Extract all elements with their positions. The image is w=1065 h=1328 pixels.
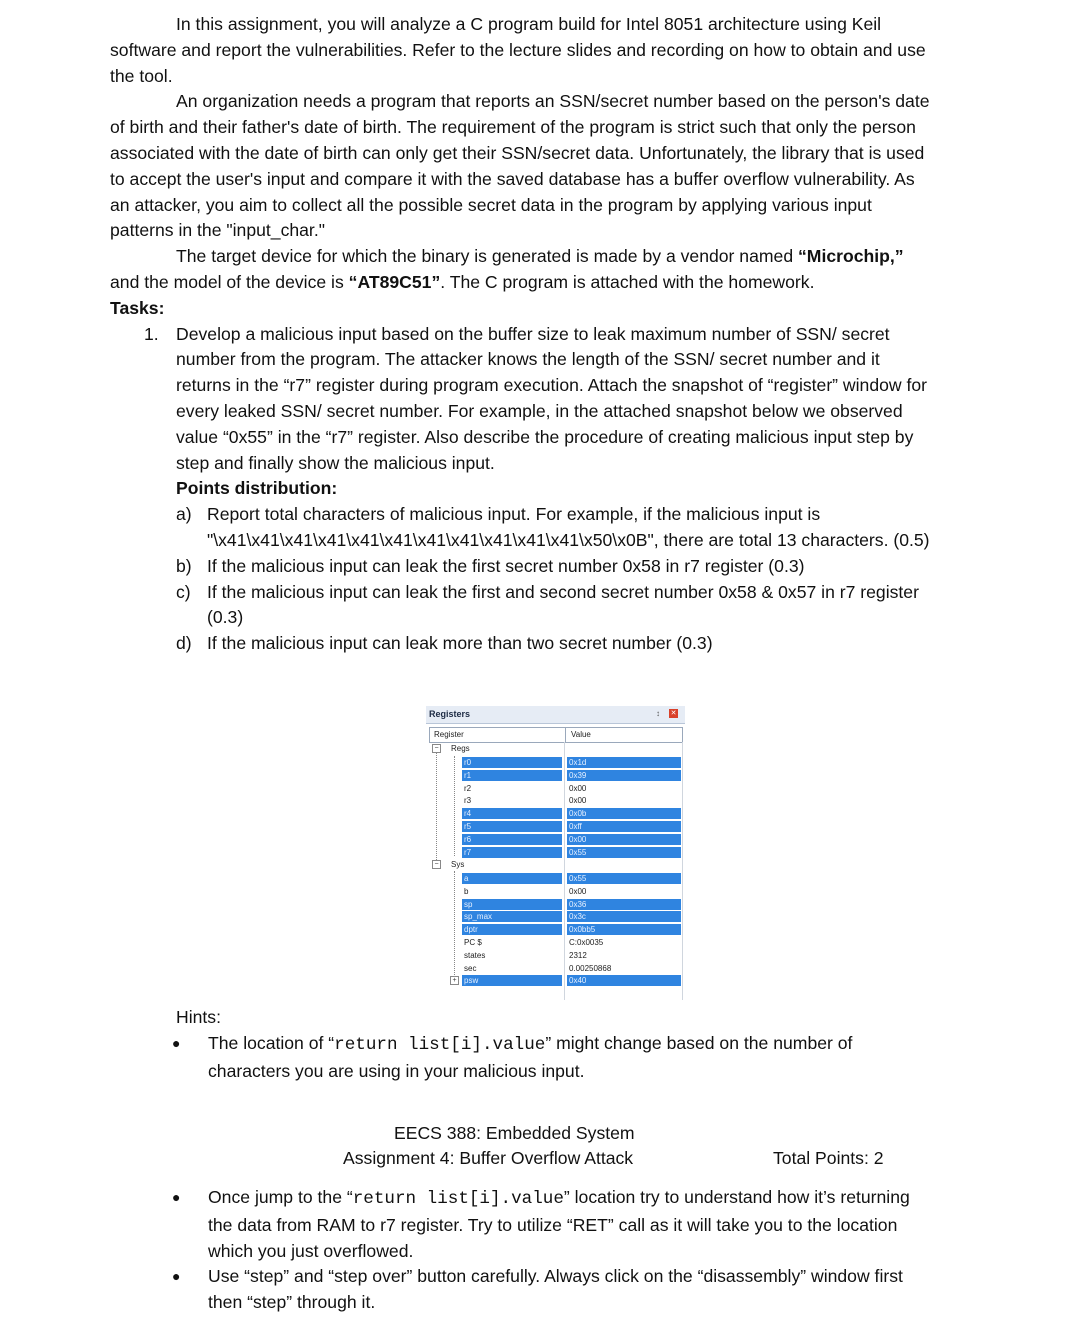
collapse-regs-icon[interactable]: − bbox=[432, 744, 441, 753]
register-name: r5 bbox=[462, 821, 562, 832]
register-row[interactable] bbox=[426, 794, 682, 806]
registers-window bbox=[426, 706, 685, 1002]
register-name: a bbox=[462, 873, 562, 884]
register-name: states bbox=[464, 950, 486, 960]
bullet-icon: ● bbox=[172, 1034, 181, 1051]
register-row[interactable] bbox=[426, 872, 682, 884]
register-name: PC $ bbox=[464, 938, 482, 947]
register-value[interactable]: 0x55 bbox=[567, 847, 681, 858]
points-item-c: c) If the malicious input can leak the first and second secret number 0x58 & 0x57 in r7 register (0.3) bbox=[176, 581, 919, 628]
register-name: r4 bbox=[462, 808, 562, 819]
register-value[interactable]: 0x00 bbox=[567, 834, 681, 845]
total-points: Total Points: 2 bbox=[773, 1148, 884, 1168]
hint-2: ● Once jump to the “return list[i].value” location try to understand how it’s returning the data from RAM to r7 register. Try to utilize “RET” call as it will take you to the location which you just overflowed. bbox=[172, 1187, 910, 1261]
register-row[interactable] bbox=[426, 769, 682, 781]
assignment-title: Assignment 4: Buffer Overflow Attack bbox=[343, 1148, 634, 1168]
hints-heading: Hints: bbox=[176, 1007, 221, 1027]
registers-title: Registers bbox=[429, 709, 471, 719]
register-value[interactable]: 0.00250868 bbox=[569, 963, 612, 973]
register-name: sp bbox=[462, 899, 562, 910]
register-value[interactable]: 0x0b bbox=[567, 808, 681, 819]
points-heading: Points distribution: bbox=[176, 478, 338, 499]
register-name: psw bbox=[462, 975, 562, 986]
column-value[interactable]: Value bbox=[571, 730, 591, 739]
expand-psw-icon[interactable]: + bbox=[450, 976, 459, 985]
register-row[interactable] bbox=[426, 898, 682, 910]
register-value[interactable]: 0x00 bbox=[569, 796, 587, 806]
register-row[interactable] bbox=[426, 782, 682, 794]
register-value[interactable]: 0x39 bbox=[567, 770, 681, 781]
register-value[interactable]: 0x00 bbox=[569, 886, 587, 896]
close-icon[interactable]: ✕ bbox=[670, 710, 677, 717]
register-row[interactable] bbox=[426, 962, 682, 974]
hints-section bbox=[172, 1005, 936, 1084]
register-name: r7 bbox=[462, 847, 562, 858]
tasks-heading: Tasks: bbox=[110, 297, 165, 318]
register-row[interactable] bbox=[426, 910, 682, 922]
pin-icon[interactable]: ↕ bbox=[656, 709, 660, 718]
register-name: sec bbox=[464, 963, 477, 973]
points-item-d: d) If the malicious input can leak more than two secret number (0.3) bbox=[176, 633, 713, 654]
intro-paragraph-1: In this assignment, you will analyze a C program build for Intel 8051 architecture using Keil software and report the vulnerabilities. Refer to the lecture slides and recording on how to obtain and use the tool. bbox=[110, 14, 926, 86]
hints-continued bbox=[172, 1185, 936, 1316]
points-item-a: a) Report total characters of malicious input. For example, if the malicious input is "\x41\x41\x41\x41\x41\x41\x41\x41\x41\x41\x41\x50\x0B", there are total 13 characters. (0.5) bbox=[176, 504, 930, 550]
registers-header bbox=[429, 727, 683, 743]
task-number: 1. bbox=[144, 323, 159, 344]
register-row[interactable] bbox=[426, 949, 682, 961]
register-value[interactable]: 0x36 bbox=[567, 899, 681, 910]
points-item-b: b) If the malicious input can leak the first secret number 0x58 in r7 register (0.3) bbox=[176, 555, 805, 576]
register-value[interactable]: 0xff bbox=[567, 821, 681, 832]
register-value[interactable]: 0x55 bbox=[567, 873, 681, 884]
hint-1: ● The location of “return list[i].value” might change based on the number of characters you are using in your malicious input. bbox=[172, 1032, 853, 1081]
register-name: dptr bbox=[462, 924, 562, 935]
register-value[interactable]: 0x00 bbox=[569, 783, 587, 793]
register-name: r2 bbox=[464, 783, 472, 793]
register-value[interactable]: 0x0bb5 bbox=[567, 924, 681, 935]
hint-3: ● Use “step” and “step over” button carefully. Always click on the “disassembly” window first then “step” through it. bbox=[172, 1266, 903, 1313]
vendor-name: “Microchip,” bbox=[798, 246, 904, 267]
register-row[interactable] bbox=[426, 846, 682, 858]
register-row[interactable] bbox=[426, 936, 682, 948]
register-row[interactable] bbox=[426, 820, 682, 832]
task-item-1 bbox=[110, 322, 930, 477]
register-name: r6 bbox=[462, 834, 562, 845]
register-value[interactable]: C:0x0035 bbox=[569, 938, 604, 947]
registers-titlebar bbox=[426, 706, 685, 724]
register-value[interactable]: 0x1d bbox=[567, 757, 681, 768]
bullet-icon: ● bbox=[172, 1189, 181, 1205]
register-value[interactable]: 2312 bbox=[569, 950, 587, 960]
collapse-sys-icon[interactable]: − bbox=[432, 860, 441, 869]
task-text: Develop a malicious input based on the buffer size to leak maximum number of SSN/ secret number from the program. The attacker knows the length of the SSN/ secret number and it returns in the “r7” register during program execution. Attach the snapshot of “register” window for every leaked SSN/ secret number. For example, in the attached snapshot below we observed value “0x55” in the “r7” register. Also describe the procedure of creating malicious input step by step and finally show the malicious input. bbox=[176, 323, 928, 473]
register-name: r3 bbox=[464, 796, 472, 806]
register-value[interactable]: 0x3c bbox=[567, 911, 681, 922]
group-regs: Regs bbox=[451, 744, 470, 753]
register-name: b bbox=[464, 886, 469, 896]
group-sys: Sys bbox=[451, 860, 465, 869]
register-row[interactable] bbox=[426, 807, 682, 819]
intro-paragraph-3: The target device for which the binary is generated is made by a vendor named “Microchip,” and the model of the device is “AT89C51”. The C program is attached with the homework. bbox=[110, 246, 904, 292]
register-row[interactable] bbox=[426, 756, 682, 768]
register-row[interactable] bbox=[426, 923, 682, 935]
register-row[interactable] bbox=[426, 974, 682, 986]
register-row[interactable] bbox=[426, 885, 682, 897]
intro-paragraph-2: An organization needs a program that reports an SSN/secret number based on the person's date of birth and their father's date of birth. The requirement of the program is strict such that only the person associated with the date of birth can only get their SSN/secret data. Unfortunately, the library that is used to accept the user's input and compare it with the saved database has a buffer overflow vulnerability. As an attacker, you aim to collect all the possible secret data in the program by applying various input patterns in the "input_char." bbox=[110, 91, 930, 241]
column-register[interactable]: Register bbox=[434, 730, 464, 739]
register-row[interactable] bbox=[426, 833, 682, 845]
document-body bbox=[110, 12, 930, 657]
register-name: r0 bbox=[462, 757, 562, 768]
course-title: EECS 388: Embedded System bbox=[394, 1123, 635, 1143]
bullet-icon: ● bbox=[172, 1268, 181, 1285]
register-value[interactable]: 0x40 bbox=[567, 975, 681, 986]
register-name: r1 bbox=[462, 770, 562, 781]
register-name: sp_max bbox=[462, 911, 562, 922]
device-model: “AT89C51” bbox=[348, 271, 441, 292]
